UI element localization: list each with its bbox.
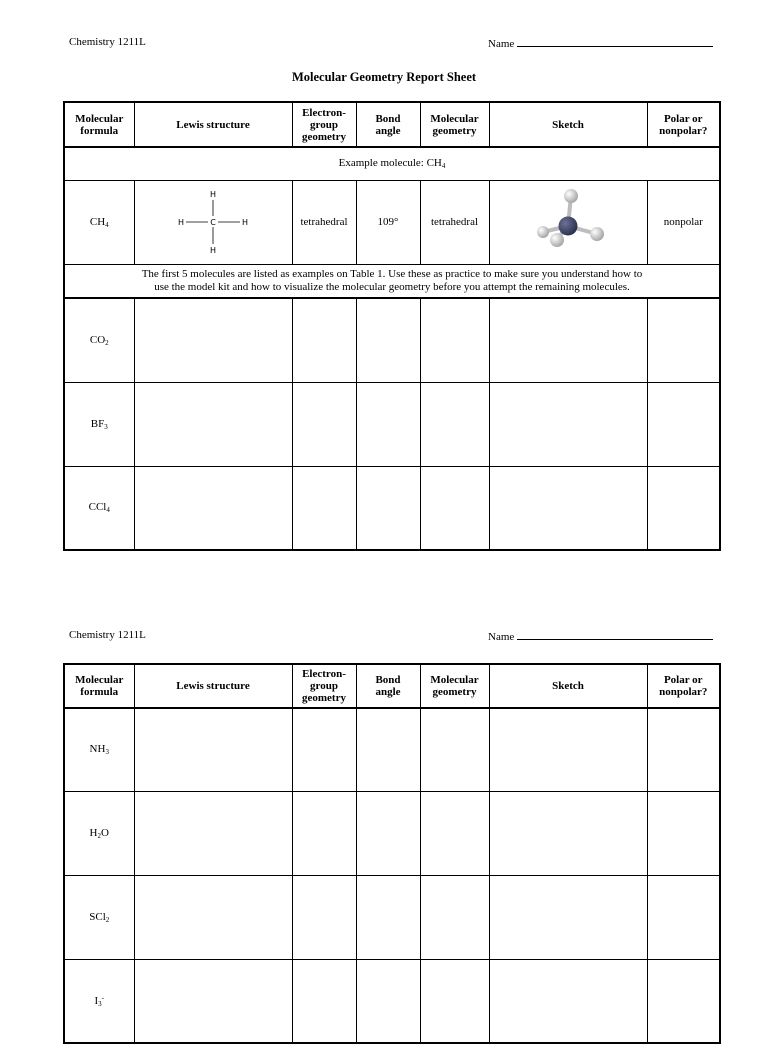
hydrogen-atom-left [537,226,549,238]
name-blank-line [517,36,713,47]
answer-cell[interactable] [134,791,292,875]
answer-cell[interactable] [356,959,420,1043]
answer-cell[interactable] [292,382,356,466]
header-lewis-structure: Lewis structure [134,664,292,708]
answer-cell[interactable] [292,875,356,959]
formula-nh3: $NH_3$ [64,708,134,791]
formula-scl2: SCl$_2$ [64,875,134,959]
answer-cell[interactable] [647,959,720,1043]
answer-cell[interactable] [420,875,489,959]
hydrogen-atom-top [564,189,578,203]
answer-cell[interactable] [647,382,720,466]
formula-h2o: $H_2O$ [64,791,134,875]
answer-cell[interactable] [356,466,420,550]
header-sketch: Sketch [489,664,647,708]
formula-i3-anion: $I_3^-$ [64,959,134,1043]
example-caption-row [64,147,720,180]
name-label: Name [488,38,515,50]
answer-cell[interactable] [134,466,292,550]
answer-cell[interactable] [489,708,647,791]
header-polarity: Polar or nonpolar? [647,102,720,147]
name-field-page2[interactable] [488,629,713,643]
header-electron-group-geometry: Electron- group geometry [292,102,356,147]
answer-cell[interactable] [420,466,489,550]
course-label-page2: Chemistry 1211L [69,629,146,641]
instruction-note: The first 5 molecules are listed as examples on Table 1. Use these as practice to make sure you understand how to use the model kit and how to visualize the molecular geometry before you attempt the remaining molecules. [64,264,720,298]
answer-cell[interactable] [292,298,356,382]
lewis-atom-center: C [210,217,216,227]
name-label: Name [488,631,515,643]
lewis-atom-left: H [177,217,185,227]
example-sketch [489,180,647,264]
example-electron-group-geometry: tetrahedral [292,180,356,264]
answer-cell[interactable] [420,959,489,1043]
header-lewis-structure: Lewis structure [134,102,292,147]
header-polarity: Polar or nonpolar? [647,664,720,708]
example-molecular-geometry: tetrahedral [420,180,489,264]
carbon-atom [559,216,578,235]
answer-cell[interactable] [134,382,292,466]
lewis-atom-bottom: H [209,245,217,255]
answer-cell[interactable] [292,959,356,1043]
header-molecular-geometry: Molecular geometry [420,102,489,147]
answer-cell[interactable] [356,875,420,959]
report-table-1 [63,101,721,551]
table-row [64,959,720,1043]
answer-cell[interactable] [420,382,489,466]
example-polarity: nonpolar [647,180,720,264]
answer-cell[interactable] [134,875,292,959]
answer-cell[interactable] [647,466,720,550]
report-table-2 [63,663,721,1044]
hydrogen-atom-front [550,233,564,247]
page-title: Molecular Geometry Report Sheet [291,70,477,84]
answer-cell[interactable] [356,791,420,875]
answer-cell[interactable] [134,708,292,791]
answer-cell[interactable] [356,298,420,382]
header-sketch: Sketch [489,102,647,147]
hydrogen-atom-right [590,227,604,241]
example-lewis-structure [134,180,292,264]
answer-cell[interactable] [292,791,356,875]
answer-cell[interactable] [134,298,292,382]
answer-cell[interactable] [134,959,292,1043]
lewis-atom-top: H [209,189,217,199]
answer-cell[interactable] [647,875,720,959]
instruction-row [64,264,720,298]
answer-cell[interactable] [292,466,356,550]
answer-cell[interactable] [489,875,647,959]
example-caption: Example molecule: $CH_4$ [64,147,720,180]
formula-ccl4: CCl$_4$ [64,466,134,550]
answer-cell[interactable] [647,298,720,382]
example-formula: $CH_4$ [64,180,134,264]
answer-cell[interactable] [489,791,647,875]
header-molecular-geometry: Molecular geometry [420,664,489,708]
table-row [64,708,720,791]
answer-cell[interactable] [647,791,720,875]
header-bond-angle: Bond angle [356,664,420,708]
answer-cell[interactable] [489,382,647,466]
header-row [64,664,720,708]
answer-cell[interactable] [420,708,489,791]
header-molecular-formula: Molecular formula [64,664,134,708]
course-label: Chemistry 1211L [69,36,146,48]
header-electron-group-geometry: Electron- group geometry [292,664,356,708]
example-bond-angle: 109° [356,180,420,264]
name-field[interactable] [488,36,713,50]
lewis-atom-right: H [241,217,249,227]
table-row [64,298,720,382]
answer-cell[interactable] [292,708,356,791]
formula-bf3: $BF_3$ [64,382,134,466]
example-row [64,180,720,264]
header-row [64,102,720,147]
table-row [64,875,720,959]
header-bond-angle: Bond angle [356,102,420,147]
lewis-structure-ch4 [173,186,253,256]
answer-cell[interactable] [356,708,420,791]
answer-cell[interactable] [356,382,420,466]
formula-co2: $CO_2$ [64,298,134,382]
answer-cell[interactable] [489,959,647,1043]
answer-cell[interactable] [489,466,647,550]
answer-cell[interactable] [420,791,489,875]
table-row [64,382,720,466]
table-row [64,791,720,875]
answer-cell[interactable] [647,708,720,791]
answer-cell[interactable] [420,298,489,382]
ch4-ball-and-stick-model [528,186,608,256]
answer-cell[interactable] [489,298,647,382]
header-molecular-formula: Molecular formula [64,102,134,147]
name-blank-line [517,629,713,640]
table-row [64,466,720,550]
